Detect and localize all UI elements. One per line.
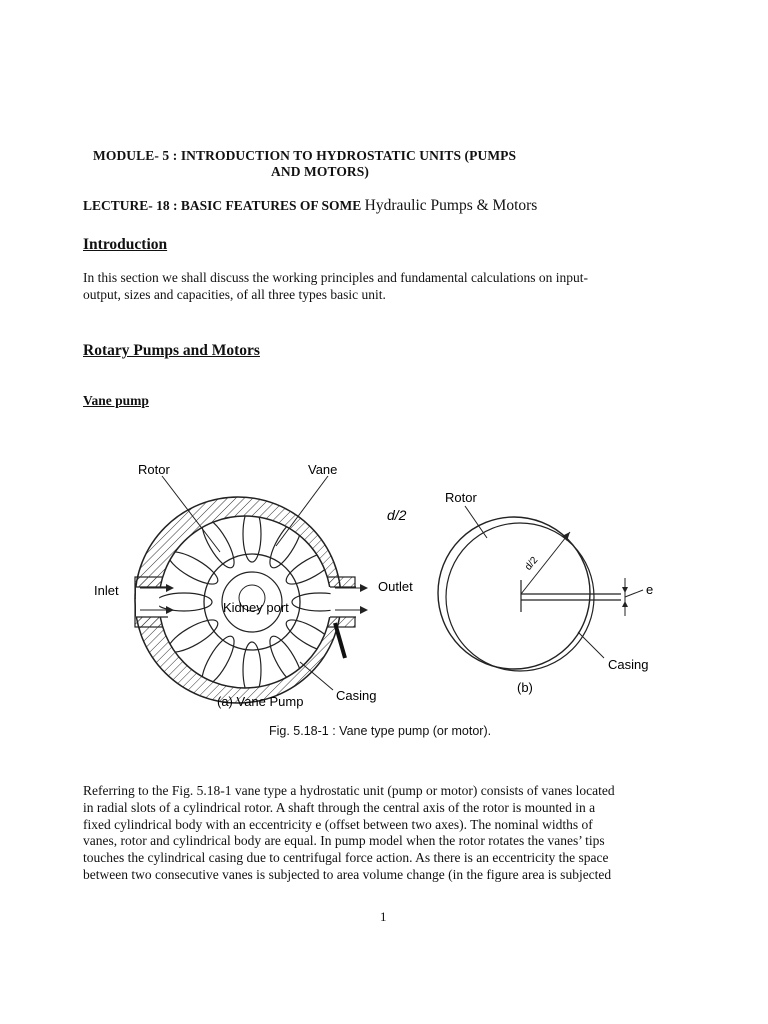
casing-label-b: Casing [608, 657, 649, 672]
vane-pump-diagram-b [438, 490, 653, 695]
radius-mark: d/2 [522, 554, 541, 573]
introduction-line: output, sizes and capacities, of all three types basic unit. [83, 286, 386, 302]
caption-b: (b) [517, 680, 533, 695]
introduction-line: In this section we shall discuss the working principles and fundamental calculations on input- [83, 270, 589, 285]
caption-a: (a) Vane Pump [217, 694, 304, 709]
body-line: fixed cylindrical body with an eccentricity e (offset between two axes). The nominal widths of [83, 816, 593, 832]
body-line: in radial slots of a cylindrical rotor. A shaft through the central axis of the rotor is mounted in a [83, 799, 596, 815]
vane-label: Vane [308, 462, 338, 477]
rotor-circle-b [446, 523, 594, 671]
body-line: Referring to the Fig. 5.18-1 vane type a hydrostatic unit (pump or motor) consists of vanes located [83, 783, 615, 798]
vane-pump-figure [80, 450, 680, 715]
outlet-label: Outlet [378, 579, 413, 594]
module-title-line-2: AND MOTORS) [271, 164, 369, 179]
module-title-line-1: MODULE- 5 : INTRODUCTION TO HYDROSTATIC UNITS (PUMPS [93, 148, 517, 163]
d-over-2-label: d/2 [387, 507, 407, 523]
introduction-paragraph [83, 270, 693, 304]
body-line: vanes, rotor and cylindrical body are equal. In pump model when the rotor rotates the vanes’ tips [83, 833, 605, 849]
lecture-title-suffix: Hydraulic Pumps & Motors [364, 197, 538, 214]
body-line: touches the cylindrical casing due to centrifugal force action. As there is an eccentricity the space [83, 850, 609, 866]
lecture-title [83, 197, 537, 215]
rotor-label-b: Rotor [445, 490, 477, 505]
lecture-title-prefix: LECTURE- 18 : BASIC FEATURES OF SOME [83, 198, 362, 213]
casing-leader-b [578, 632, 604, 658]
vane-pump-heading: Vane pump [83, 393, 149, 408]
outlet-channel [310, 587, 356, 617]
e-leader [625, 590, 643, 597]
figure-caption: Fig. 5.18-1 : Vane type pump (or motor). [269, 724, 492, 738]
rotor-label-a: Rotor [138, 462, 170, 477]
kidney-port-label: Kidney port [223, 600, 289, 615]
rotary-heading: Rotary Pumps and Motors [83, 342, 260, 359]
body-line: between two consecutive vanes is subjected to area volume change (in the figure area is subjected [83, 866, 612, 882]
page-number: 1 [380, 909, 387, 924]
rotor-leader-b [465, 506, 487, 538]
e-label: e [646, 582, 654, 597]
introduction-heading: Introduction [83, 236, 168, 253]
inlet-label: Inlet [94, 583, 119, 598]
kidney-port-arrow [335, 623, 345, 658]
vane-pump-diagram-a [94, 462, 413, 709]
body-paragraph [83, 783, 693, 884]
casing-label-a: Casing [336, 688, 377, 703]
